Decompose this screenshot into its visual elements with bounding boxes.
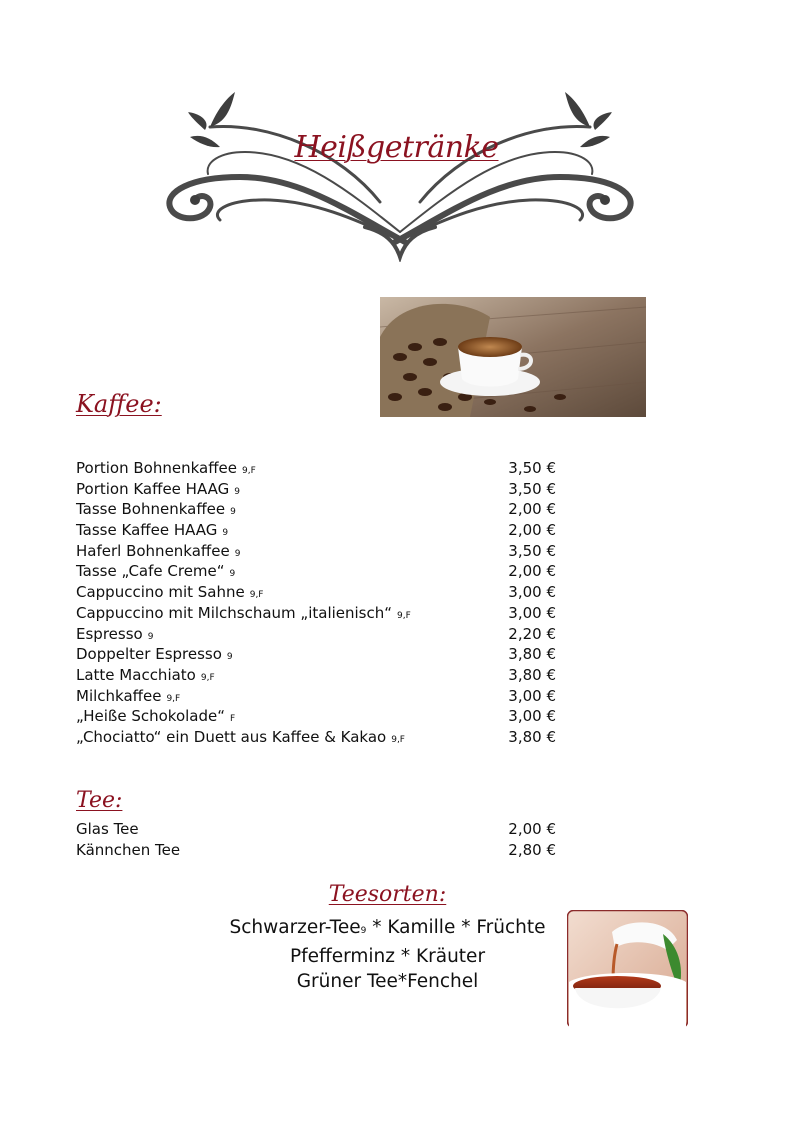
item-name: Cappuccino mit Sahne <box>76 583 245 602</box>
item-price: 3,00 € <box>508 707 556 726</box>
tea-type-text: Schwarzer-Tee <box>229 917 361 938</box>
item-price: 3,00 € <box>508 603 556 622</box>
tea-pouring-photo <box>567 910 688 1028</box>
tea-types-heading: Teesorten: <box>328 882 447 907</box>
item-name: Glas Tee <box>76 820 139 838</box>
item-price: 3,00 € <box>508 686 556 705</box>
item-note: 9 <box>360 926 367 936</box>
decorative-ornament <box>150 82 650 262</box>
item-note: 9,F <box>397 610 411 621</box>
menu-item <box>76 665 556 686</box>
menu-item <box>76 706 556 727</box>
item-name: Tasse Bohnenkaffee <box>76 500 226 519</box>
menu-item <box>76 624 556 645</box>
item-name: Tasse „Cafe Creme“ <box>76 562 225 581</box>
item-price: 2,00 € <box>508 500 556 519</box>
item-price: 3,50 € <box>508 459 556 477</box>
menu-item <box>76 458 556 479</box>
item-note: 9 <box>222 528 229 539</box>
tea-types-line: Pfefferminz * Kräuter <box>289 946 486 967</box>
menu-item <box>76 603 556 624</box>
tea-types-list <box>200 915 575 994</box>
menu-item <box>76 840 556 861</box>
item-name: Latte Macchiato <box>76 665 196 684</box>
item-price: 3,80 € <box>508 727 556 746</box>
item-price: 2,00 € <box>508 562 556 581</box>
item-name: Espresso <box>76 624 143 643</box>
item-name: Milchkaffee <box>76 686 162 705</box>
item-price: 2,20 € <box>508 624 556 643</box>
tea-heading: Tee: <box>76 788 123 813</box>
item-price: 3,50 € <box>508 479 556 498</box>
item-price: 2,00 € <box>508 521 556 540</box>
item-note: 9,F <box>249 590 264 601</box>
item-price: 2,00 € <box>508 820 556 838</box>
menu-item <box>76 520 556 541</box>
item-note: 9,F <box>241 466 256 476</box>
menu-item <box>76 819 556 840</box>
item-name: Kännchen Tee <box>76 840 181 859</box>
tea-types-line <box>200 915 575 944</box>
menu-item <box>76 686 556 707</box>
menu-item <box>76 479 556 500</box>
item-note: F <box>230 714 236 725</box>
item-price: 3,50 € <box>508 541 556 560</box>
item-note: 9 <box>226 652 233 663</box>
item-note: 9 <box>234 548 241 559</box>
item-price: 3,80 € <box>508 665 556 684</box>
item-name: Haferl Bohnenkaffee <box>76 541 230 560</box>
menu-item <box>76 499 556 520</box>
item-note: 9,F <box>391 734 405 745</box>
item-name: „Chociatto“ ein Duett aus Kaffee & Kakao <box>76 727 387 746</box>
tea-types-line: Grüner Tee*Fenchel <box>296 971 479 992</box>
menu-item <box>76 561 556 582</box>
item-name: Cappuccino mit Milchschaum „italienisch“ <box>76 603 393 622</box>
item-name: Portion Kaffee HAAG <box>76 479 230 498</box>
menu-item <box>76 582 556 603</box>
coffee-menu-list <box>76 458 556 748</box>
item-price: 2,80 € <box>508 840 556 859</box>
tea-type-text: * Kamille * Früchte <box>372 917 546 938</box>
coffee-cup-photo <box>380 297 646 417</box>
menu-item <box>76 541 556 562</box>
coffee-heading: Kaffee: <box>76 390 162 418</box>
tea-menu-list <box>76 819 556 860</box>
item-note: 9 <box>230 507 236 518</box>
item-price: 3,00 € <box>508 583 556 602</box>
item-note: 9 <box>147 631 154 642</box>
item-name: „Heiße Schokolade“ <box>76 707 226 726</box>
item-price: 3,80 € <box>508 645 556 664</box>
item-name: Portion Bohnenkaffee <box>76 459 237 477</box>
item-note: 9 <box>229 569 236 580</box>
menu-item <box>76 644 556 665</box>
menu-item <box>76 727 556 748</box>
item-note: 9,F <box>166 693 181 704</box>
item-name: Doppelter Espresso <box>76 645 222 664</box>
item-note: 9,F <box>200 672 215 683</box>
item-note: 9 <box>234 486 240 497</box>
item-name: Tasse Kaffee HAAG <box>76 521 218 540</box>
page-title: Heißgetränke <box>294 130 499 165</box>
